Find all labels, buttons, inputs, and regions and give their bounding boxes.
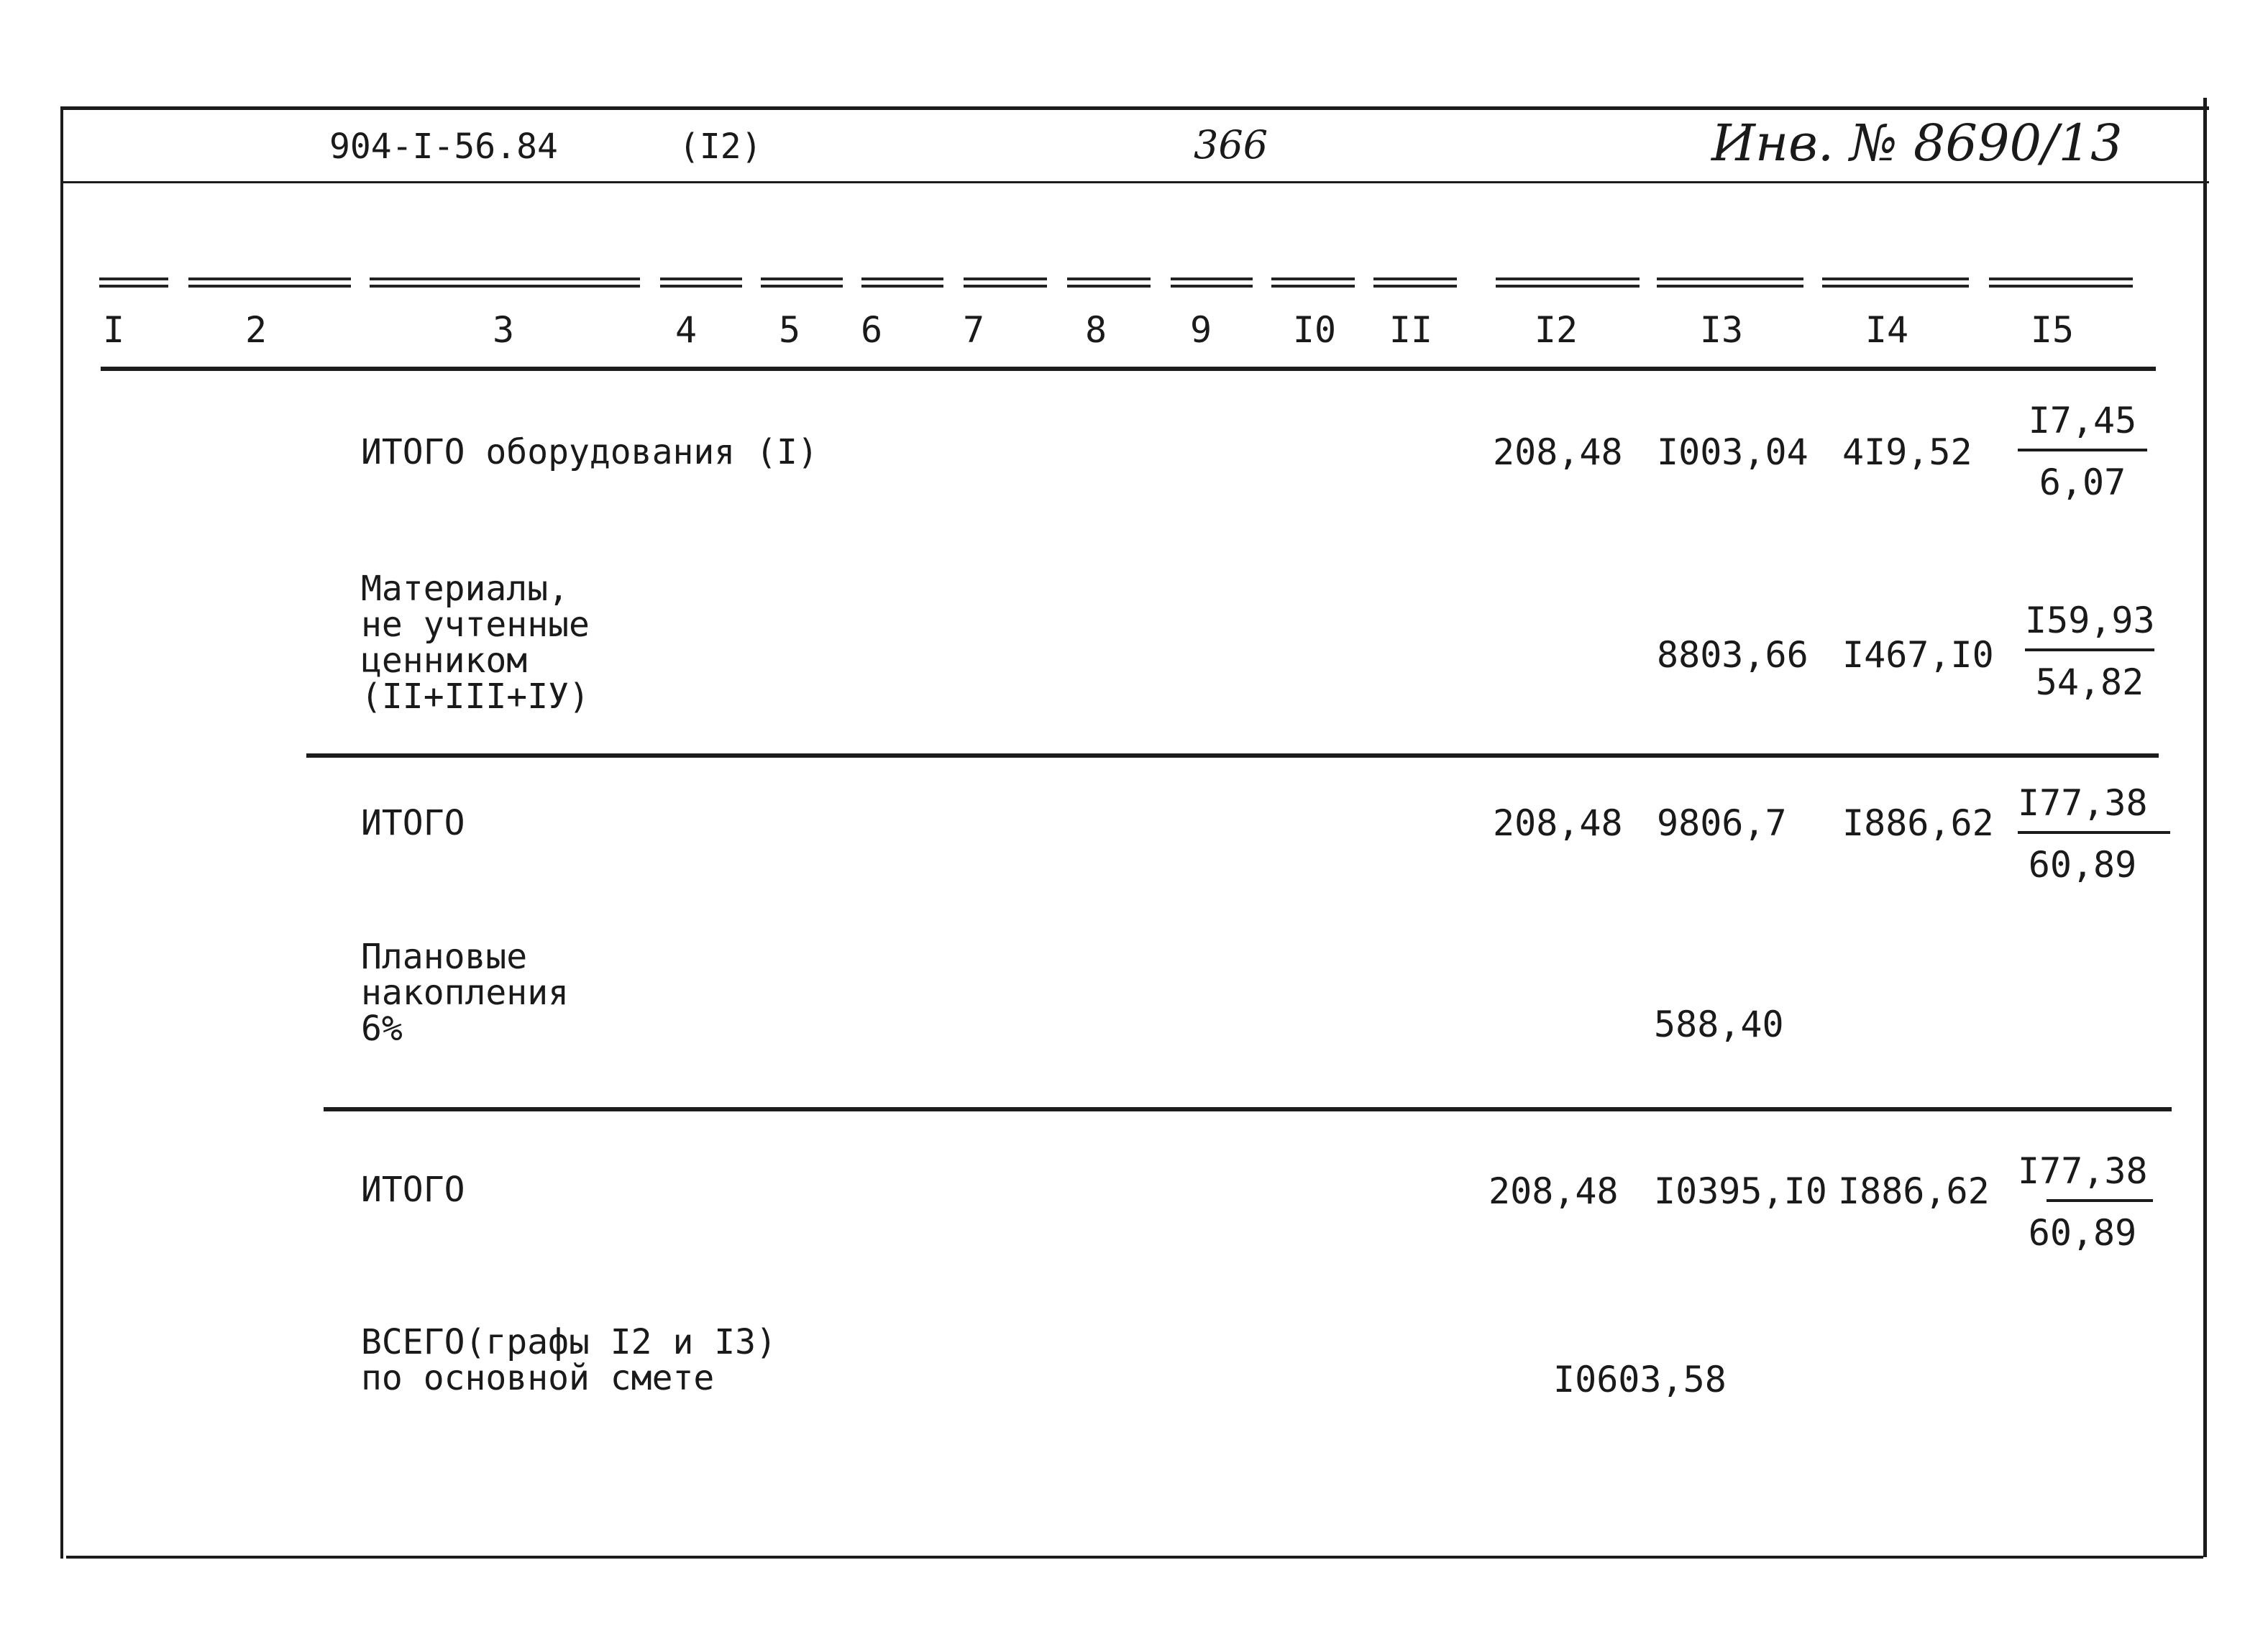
frame-right-line [2203, 98, 2207, 1557]
total-separator [324, 1107, 2172, 1111]
row1-col13-value: I003,04 [1657, 431, 1809, 473]
inventory-number: Инв. № 8690/13 [1711, 114, 2123, 173]
row2-col15-numerator: I59,93 [2025, 600, 2155, 641]
row-label-planned-savings: Плановые накопления 6% [361, 937, 569, 1049]
fraction-bar [2018, 449, 2147, 451]
document-code: 904-I-56.84 [329, 127, 558, 167]
row2-col13-value: 8803,66 [1657, 634, 1809, 676]
column-rule [188, 277, 351, 288]
column-header-3: 3 [492, 309, 515, 351]
subtotal-separator [306, 753, 2159, 758]
column-header-9: 9 [1189, 309, 1212, 351]
frame-header-line [60, 181, 2209, 183]
column-rule [964, 277, 1047, 288]
column-header-5: 5 [778, 309, 801, 351]
grand-total-label: ВСЕГО(графы I2 и I3) по основной смете [361, 1322, 777, 1398]
row5-col14-value: I886,62 [1838, 1170, 1990, 1212]
column-rule [861, 277, 943, 288]
row-label-equipment-total: ИТОГО оборудования (I) [361, 432, 818, 472]
row-label-subtotal: ИТОГО [361, 803, 465, 843]
column-rule [660, 277, 742, 288]
row-label-materials: Материалы, не учтенные ценником (II+III+IУ) [361, 569, 590, 717]
row5-col12-value: 208,48 [1489, 1170, 1619, 1212]
row5-col15-fraction [2018, 1150, 2147, 1254]
row1-col12-value: 208,48 [1493, 431, 1623, 473]
row4-col13-value: 588,40 [1654, 1004, 1784, 1045]
column-header-12: I2 [1534, 309, 1578, 351]
column-rule [1171, 277, 1253, 288]
page-number: 366 [1194, 122, 1268, 168]
row1-col14-value: 4I9,52 [1842, 431, 1972, 473]
column-header-2: 2 [244, 309, 268, 351]
row5-col15-numerator: I77,38 [2018, 1150, 2148, 1192]
column-header-10: I0 [1292, 309, 1337, 351]
row1-col15-denominator: 6,07 [2039, 462, 2126, 503]
grand-total-value: I0603,58 [1553, 1359, 1727, 1400]
row5-col13-value: I0395,I0 [1654, 1170, 1827, 1212]
sheet-reference: (I2) [679, 127, 762, 167]
fraction-bar [2025, 648, 2154, 651]
column-rule [1496, 277, 1640, 288]
row1-col15-fraction [2018, 400, 2147, 503]
row2-col15-fraction [2025, 600, 2154, 703]
column-rule [370, 277, 640, 288]
column-header-13: I3 [1699, 309, 1744, 351]
header-underline [101, 367, 2156, 371]
column-header-1: I [102, 309, 125, 351]
fraction-bar [2018, 831, 2170, 834]
row2-col14-value: I467,I0 [1842, 634, 1994, 676]
column-header-11: II [1389, 309, 1433, 351]
column-rule [99, 277, 168, 288]
column-header-15: I5 [2030, 309, 2075, 351]
row-label-total: ИТОГО [361, 1170, 465, 1210]
column-rule [1657, 277, 1803, 288]
frame-bottom-line [66, 1556, 2203, 1559]
row3-col12-value: 208,48 [1493, 802, 1623, 844]
row3-col15-numerator: I77,38 [2018, 782, 2148, 824]
column-rule [1989, 277, 2133, 288]
row1-col15-numerator: I7,45 [2028, 400, 2137, 441]
row3-col15-fraction [2018, 782, 2147, 886]
frame-top-line [60, 106, 2209, 110]
column-rule [1373, 277, 1457, 288]
column-rule [1822, 277, 1969, 288]
column-header-6: 6 [860, 309, 883, 351]
row2-col15-denominator: 54,82 [2035, 661, 2144, 703]
fraction-bar [2047, 1199, 2153, 1202]
column-header-4: 4 [675, 309, 698, 351]
column-header-8: 8 [1084, 309, 1107, 351]
column-header-7: 7 [962, 309, 985, 351]
column-rule [761, 277, 843, 288]
row3-col15-denominator: 60,89 [2028, 844, 2137, 886]
column-rule [1067, 277, 1151, 288]
row5-col15-denominator: 60,89 [2028, 1212, 2137, 1254]
row3-col13-value: 9806,7 [1657, 802, 1787, 844]
row3-col14-value: I886,62 [1842, 802, 1994, 844]
column-header-14: I4 [1865, 309, 1909, 351]
column-rule [1271, 277, 1355, 288]
